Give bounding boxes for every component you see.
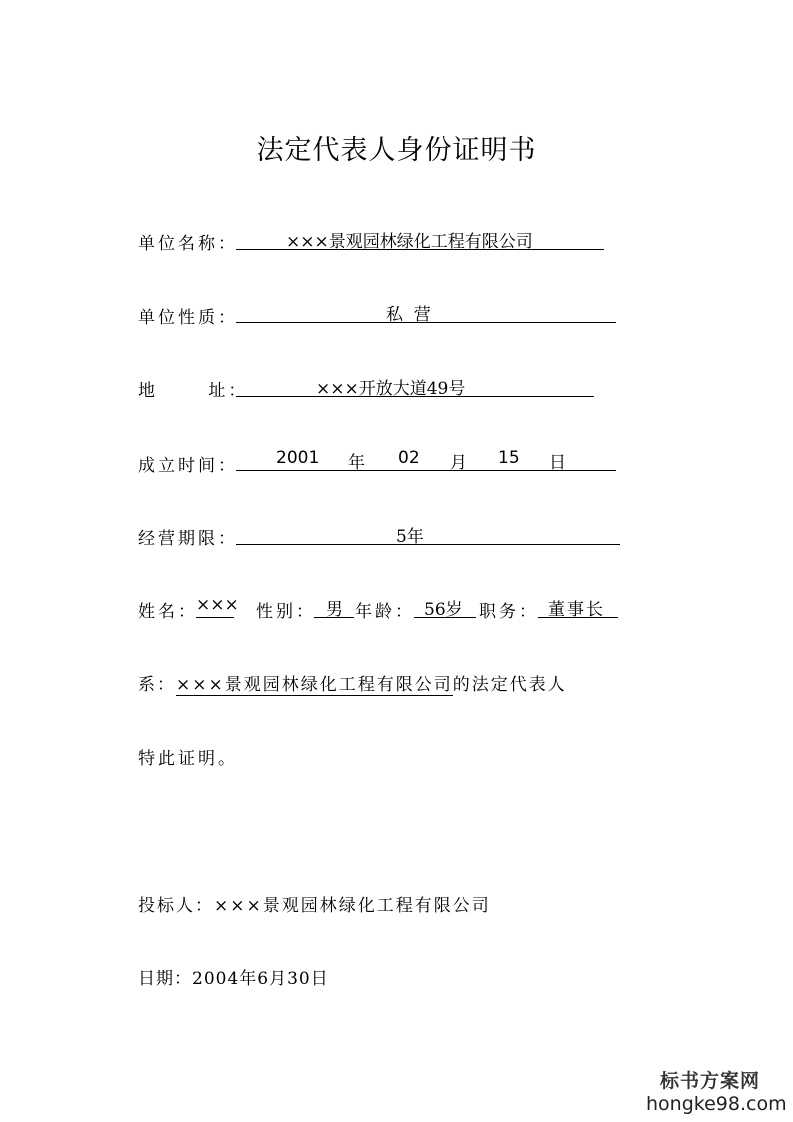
unit-nature-value: 私 营 <box>386 305 431 325</box>
position-label: 职务： <box>479 602 539 622</box>
statement-suffix: 的法定代表人 <box>452 675 567 695</box>
established-month: 02 <box>398 448 420 468</box>
statement-line <box>138 670 567 696</box>
term-field <box>236 522 620 545</box>
age-label: 年龄： <box>355 602 415 622</box>
term-value: 5年 <box>396 527 424 547</box>
established-day: 15 <box>498 448 520 468</box>
certify-text: 特此证明。 <box>138 749 238 769</box>
watermark-url: hongke98.com <box>646 1093 787 1115</box>
unit-nature-label: 单位性质： <box>138 308 238 328</box>
gender-label: 性别： <box>256 602 316 622</box>
established-label: 成立时间： <box>138 456 238 476</box>
date-label: 日期： <box>138 969 192 989</box>
unit-nature-field <box>236 300 616 323</box>
gender-value: 男 <box>326 600 343 620</box>
statement-company: ×××景观园林绿化工程有限公司 <box>176 670 453 696</box>
address-label: 地 址： <box>138 381 249 401</box>
address-field <box>236 374 594 397</box>
established-year: 2001 <box>276 448 320 468</box>
established-day-unit: 日 <box>549 453 566 473</box>
age-field <box>414 595 476 618</box>
unit-name-field <box>236 227 604 250</box>
term-label: 经营期限： <box>138 529 238 549</box>
name-label: 姓名： <box>138 602 198 622</box>
age-value: 56岁 <box>424 600 463 620</box>
document-title: 法定代表人身份证明书 <box>256 135 537 166</box>
name-value: ××× <box>196 595 239 615</box>
address-value: ×××开放大道49号 <box>316 379 466 399</box>
watermark-cn: 标书方案网 <box>660 1070 761 1092</box>
date-line <box>138 964 329 989</box>
gender-field <box>314 595 354 618</box>
established-year-unit: 年 <box>348 453 365 473</box>
unit-name-value: ×××景观园林绿化工程有限公司 <box>286 232 533 252</box>
date-value: 2004年6月30日 <box>192 969 329 989</box>
position-field <box>538 595 618 618</box>
established-month-unit: 月 <box>450 453 467 473</box>
name-field <box>196 595 239 618</box>
unit-name-label: 单位名称： <box>138 234 238 254</box>
position-value: 董事长 <box>548 600 605 620</box>
bidder-value: ×××景观园林绿化工程有限公司 <box>214 896 491 916</box>
established-field <box>236 448 616 471</box>
bidder-label: 投标人： <box>138 896 214 916</box>
statement-prefix: 系： <box>138 675 176 695</box>
bidder-line <box>138 891 491 916</box>
